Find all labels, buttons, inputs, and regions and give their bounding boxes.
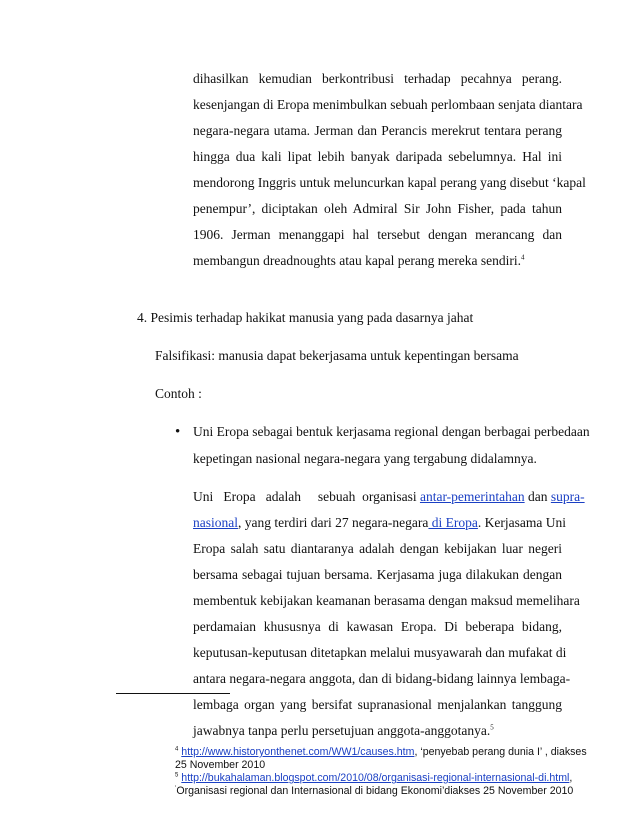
paragraph-line: bersama sebagai tujuan bersama. Kerjasama juga dilakukan dengan: [193, 567, 562, 582]
paragraph-line: [193, 515, 566, 531]
link-di-eropa[interactable]: di Eropa: [428, 515, 478, 530]
line-text: , yang terdiri dari 27 negara-negara: [238, 515, 429, 530]
footnote-text: Organisasi regional dan Internasional di bidang Ekonomi’diakses 25 November 2010: [176, 785, 574, 797]
footnote-4: [175, 746, 587, 759]
paragraph-line: mendorong Inggris untuk meluncurkan kapal perang yang disebut ‘kapal: [193, 175, 586, 190]
footnote-link[interactable]: http://bukahalaman.blogspot.com/2010/08/organisasi-regional-internasional-di.html: [181, 772, 570, 784]
paragraph-line: perdamaian khususnya di kawasan Eropa. Di beberapa bidang,: [193, 619, 562, 634]
line-text: dan: [528, 489, 548, 504]
line-text: membangun dreadnoughts atau kapal perang mereka sendiri.: [193, 253, 522, 268]
bullet-icon: •: [175, 424, 181, 440]
word: dihasilkan: [193, 71, 249, 86]
paragraph-line: hingga dua kali lipat lebih banyak daripada sebelumnya. Hal ini: [193, 149, 562, 164]
paragraph-line: antara negara-negara anggota, dan di bidang-bidang lainnya lembaga-: [193, 671, 571, 686]
paragraph-line: negara-negara utama. Jerman dan Perancis merekrut tentara perang: [193, 123, 562, 138]
footnote-4-cont: 25 November 2010: [175, 759, 266, 771]
line-text: . Kerjasama Uni: [477, 515, 566, 530]
line-text: jawabnya tanpa perlu persetujuan anggota-anggotanya.: [193, 723, 491, 738]
list-item-heading: 4. Pesimis terhadap hakikat manusia yang pada dasarnya jahat: [137, 310, 474, 325]
footnote-number: 5: [175, 772, 179, 779]
paragraph-line: 1906. Jerman menanggapi hal tersebut dengan merancang dan: [193, 227, 562, 242]
word: kemudian: [258, 71, 312, 86]
paragraph-line: lembaga organ yang bersifat supranasional menjalankan tanggung: [193, 697, 562, 712]
footnote-5: [175, 772, 572, 785]
bullet-line: kepetingan nasional negara-negara yang tergabung didalamnya.: [193, 451, 537, 466]
link-antar-pemerintahan[interactable]: antar-pemerintahan: [419, 489, 525, 504]
falsifikasi-line: Falsifikasi: manusia dapat bekerjasama untuk kepentingan bersama: [155, 348, 519, 363]
paragraph-line: penempur’, diciptakan oleh Admiral Sir John Fisher, pada tahun: [193, 201, 562, 216]
bullet-line: Uni Eropa sebagai bentuk kerjasama regional dengan berbagai perbedaan: [193, 424, 590, 439]
word: perang.: [521, 71, 563, 86]
footnote-number: 4: [175, 746, 179, 753]
paragraph-line: Eropa salah satu diantaranya adalah dengan kebijakan luar negeri: [193, 541, 562, 556]
paragraph-line: kesenjangan di Eropa menimbulkan sebuah perlombaan senjata diantara: [193, 97, 583, 112]
link-nasional[interactable]: nasional: [193, 515, 238, 530]
paragraph-line: [193, 723, 562, 739]
paragraph-line: [193, 253, 562, 269]
footnote-5-cont: [175, 785, 573, 798]
paragraph-line: [193, 489, 585, 505]
word: pecahnya: [460, 71, 512, 86]
footnote-link[interactable]: http://www.historyonthenet.com/WW1/causes.htm: [181, 746, 415, 758]
footnote-text: , ‘penyebab perang dunia I’ , diakses: [414, 746, 587, 758]
quote-mark: ‘: [175, 785, 177, 792]
footnote-separator: [116, 693, 230, 694]
word: terhadap: [404, 71, 451, 86]
paragraph-line: [193, 71, 562, 87]
paragraph-line: membentuk kebijakan keamanan berasama dengan maksud memelihara: [193, 593, 580, 608]
link-supra-nasional[interactable]: supra-: [550, 489, 585, 504]
footnote-ref[interactable]: 4: [521, 253, 525, 262]
footnote-ref[interactable]: 5: [490, 723, 494, 732]
paragraph-line: keputusan-keputusan ditetapkan melalui musyawarah dan mufakat di: [193, 645, 567, 660]
contoh-label: Contoh :: [155, 386, 202, 401]
line-text: Uni Eropa adalah sebuah organisasi: [193, 489, 417, 504]
word: berkontribusi: [322, 71, 395, 86]
footnote-text: ,: [569, 772, 573, 784]
